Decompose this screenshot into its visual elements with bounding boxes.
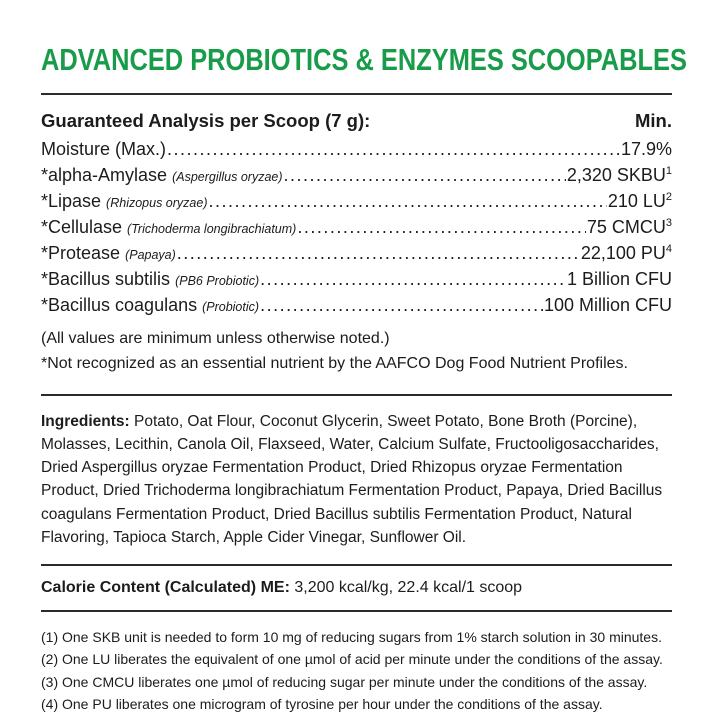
row-value: 210 $LU^2$ xyxy=(607,191,672,211)
row-value: 17.9% xyxy=(620,139,672,159)
ingredients-paragraph xyxy=(41,410,672,550)
leader-dots xyxy=(260,296,543,314)
ingredients-text: Potato, Oat Flour, Coconut Glycerin, Sweet Potato, Bone Broth (Porcine), Molasses, Lecithin, Canola Oil, Flaxseed, Water, Calcium Sulfate, Fructooligosaccharides, Dried Aspergillus oryzae Fermentation Product, Dried Rhizopus oryzae Fermentation Product, Dried Trichoderma longibrachiatum Fermentation Product, Papaya, Dried Bacillus coagulans Fermentation Product, Dried Bacillus subtilis Fermentation Product, Natural Flavoring, Tapioca Starch, Apple Cider Vinegar, Sunflower Oil. xyxy=(41,412,663,546)
row-species: (Papaya) xyxy=(125,248,176,262)
ingredients-label: Ingredients: xyxy=(41,412,130,430)
page-title: ADVANCED PROBIOTICS & ENZYMES SCOOPABLES xyxy=(41,42,687,77)
row-name: *Bacillus subtilis xyxy=(41,269,171,289)
guaranteed-analysis-header xyxy=(41,110,672,132)
row-species: (PB6 Probiotic) xyxy=(175,274,260,288)
footnote-lu: (2) One LU liberates the equivalent of one µmol of acid per minute under the conditions of the assay. xyxy=(41,651,663,668)
analysis-row-bacillus-subtilis xyxy=(41,270,672,288)
footnote-skb: (1) One SKB unit is needed to form 10 mg of reducing sugars from 1% starch solution in 30 minutes. xyxy=(41,629,662,646)
row-name: *Cellulase xyxy=(41,217,123,237)
calorie-line xyxy=(41,579,672,597)
leader-dots xyxy=(208,192,606,210)
analysis-row-lipase xyxy=(41,192,672,210)
analysis-row-moisture xyxy=(41,140,672,158)
row-name: *Lipase xyxy=(41,191,102,211)
leader-dots xyxy=(260,270,566,288)
row-name: Moisture (Max.) xyxy=(41,139,167,159)
value-superscript: 4 xyxy=(665,243,672,255)
row-value: 2,320 SKBU$^1$ xyxy=(566,165,672,185)
analysis-note-minimum: (All values are minimum unless otherwise noted.) xyxy=(41,330,390,347)
analysis-row-protease xyxy=(41,244,672,262)
guaranteed-analysis-table xyxy=(41,140,672,314)
row-name: *alpha-Amylase xyxy=(41,165,168,185)
row-value: 100 Million CFU xyxy=(543,295,672,315)
divider-ingredients xyxy=(41,394,672,396)
row-value: 22,100 $PU^4$ xyxy=(580,243,672,263)
min-column-label: Min. xyxy=(635,110,672,131)
analysis-notes xyxy=(41,327,672,377)
footnote-cmcu: (3) One CMCU liberates one µmol of reducing sugar per minute under the conditions of the assay. xyxy=(41,673,648,690)
leader-dots xyxy=(167,140,620,158)
divider-calorie xyxy=(41,564,672,566)
divider-top xyxy=(41,93,672,95)
row-species: (Trichoderma longibrachiatum) xyxy=(127,222,297,236)
row-species: (Rhizopus oryzae) xyxy=(106,196,208,210)
analysis-row-bacillus-coagulans xyxy=(41,296,672,314)
calorie-label: Calorie Content (Calculated) ME: xyxy=(41,579,290,597)
footnote-pu: (4) One PU liberates one microgram of tyrosine per hour under the conditions of the assay. xyxy=(41,696,603,713)
calorie-value: 3,200 kcal/kg, 22.4 kcal/1 scoop xyxy=(289,579,523,597)
value-superscript: 3 xyxy=(665,217,672,229)
row-value: 75 CMCU$^3$ xyxy=(586,217,672,237)
row-name: *Protease xyxy=(41,243,121,263)
analysis-note-aafco: *Not recognized as an essential nutrient by the AAFCO Dog Food Nutrient Profiles. xyxy=(41,354,628,372)
guaranteed-analysis-label: Guaranteed Analysis per Scoop (7 g): xyxy=(41,110,371,131)
row-name: *Bacillus coagulans xyxy=(41,295,198,315)
row-value: 1 Billion CFU xyxy=(566,269,672,289)
value-superscript: 2 xyxy=(665,191,672,203)
analysis-row-alpha-amylase xyxy=(41,166,672,184)
row-species: (Aspergillus oryzae) xyxy=(172,170,283,184)
row-species: (Probiotic) xyxy=(202,300,260,314)
leader-dots xyxy=(284,166,566,184)
leader-dots xyxy=(177,244,580,262)
footnotes xyxy=(41,626,672,713)
analysis-row-cellulase xyxy=(41,218,672,236)
divider-footnotes xyxy=(41,610,672,612)
leader-dots xyxy=(297,218,586,236)
value-superscript: 1 xyxy=(665,165,672,177)
